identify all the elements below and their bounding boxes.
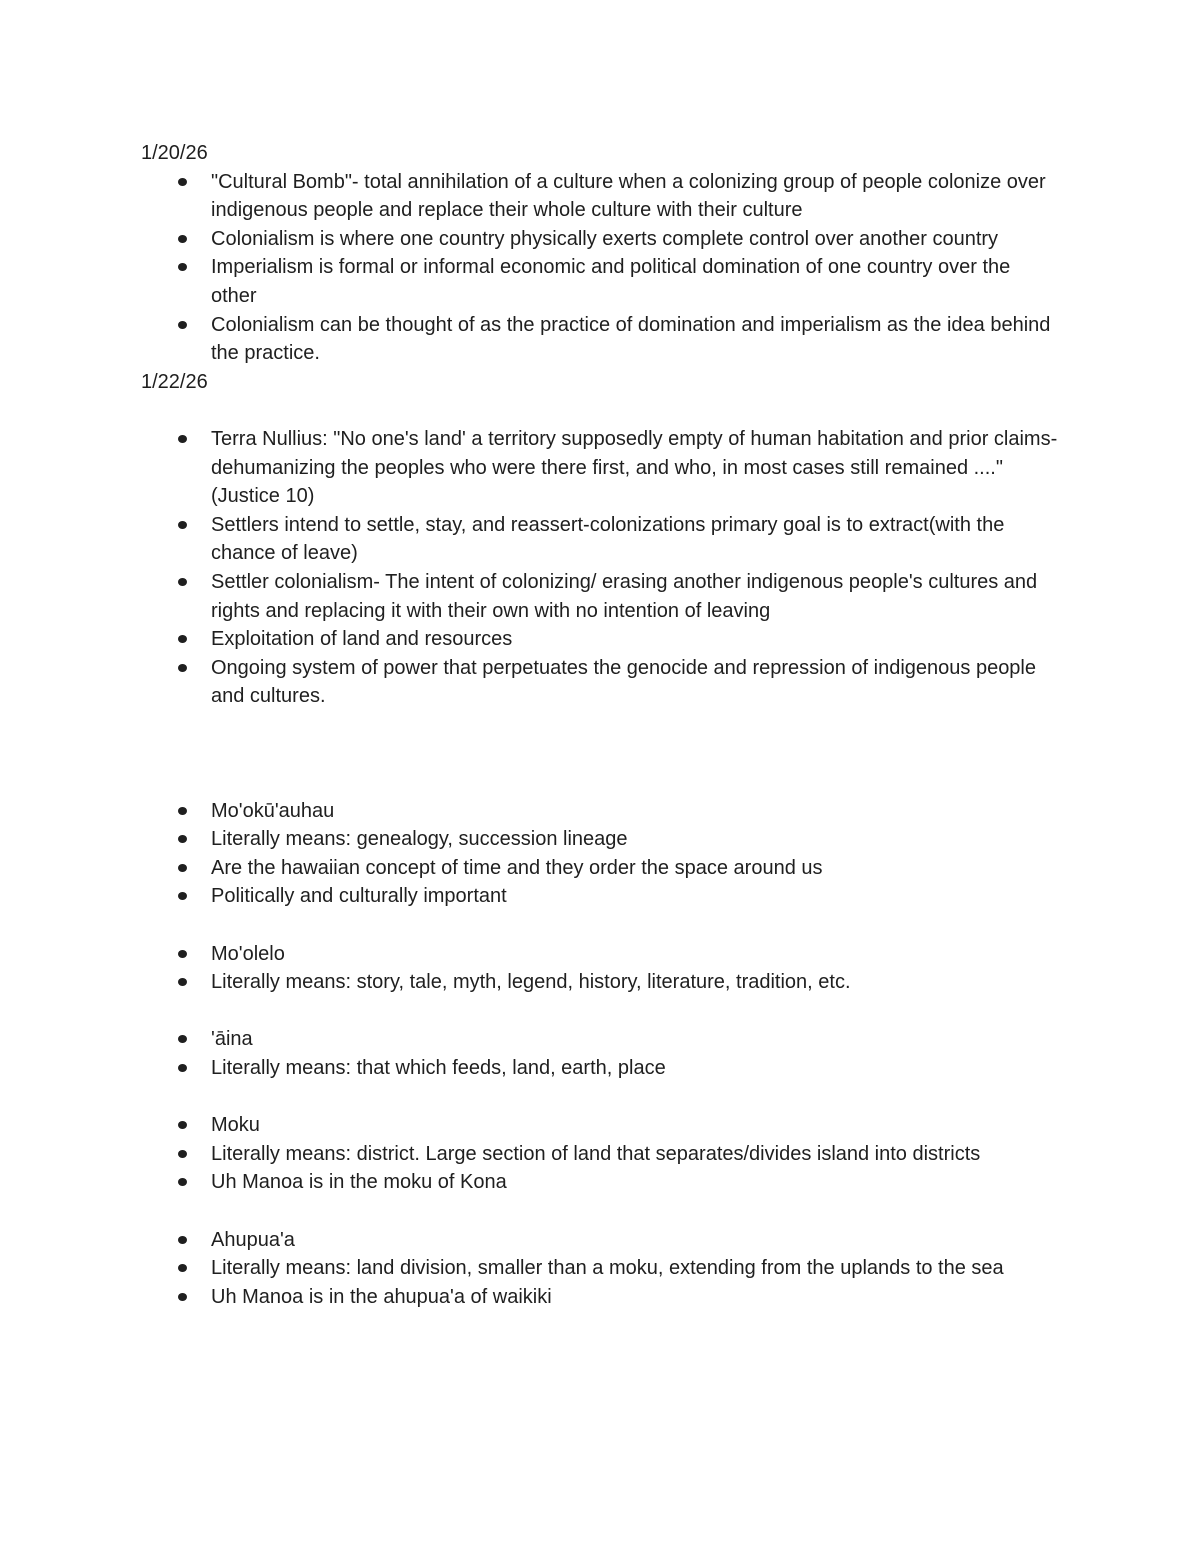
note-text: "Cultural Bomb"- total annihilation of a culture when a colonizing group of people colonize over indigenous people and replace their whole culture with their culture [211,170,1046,222]
term-list [141,797,1061,911]
note-text: Settlers intend to settle, stay, and reassert-colonizations primary goal is to extract(with the chance of leave) [211,513,1005,565]
bullet-icon [178,1264,187,1272]
term-name [141,940,1061,969]
note-text: Imperialism is formal or informal economic and political domination of one country over the other [211,256,1011,307]
date-heading: 1/22/26 [141,370,208,393]
term-name [141,1226,1061,1255]
list-item [141,425,1061,511]
blank-line [141,997,1061,1026]
bullet-icon [178,321,187,329]
bullet-icon [178,1236,187,1244]
blank-line [141,911,1061,940]
note-text: Terra Nullius: "No one's land' a territory supposedly empty of human habitation and prior claims- dehumanizing the peoples who were there first, and who, in most cases still remained ...."(Justice 10) [211,427,1058,508]
term-name [141,797,1061,826]
list-item [141,968,1061,997]
bullet-icon [178,864,187,872]
list-item [141,311,1061,368]
note-text: Colonialism is where one country physically exerts complete control over another country [211,227,999,250]
bullet-icon [178,835,187,843]
note-text: Ongoing system of power that perpetuates the genocide and repression of indigenous people and cultures. [211,656,1036,708]
list-item [141,654,1061,711]
note-text: Literally means: that which feeds, land, earth, place [211,1057,666,1080]
term-text: Mo'olelo [211,942,285,965]
list-item [141,825,1061,854]
notes-list [141,168,1061,368]
note-text: Literally means: story, tale, myth, legend, history, literature, tradition, etc. [211,971,851,994]
bullet-icon [178,664,187,672]
note-text: Literally means: district. Large section of land that separates/divides island into districts [211,1142,981,1165]
bullet-icon [178,635,187,643]
bullet-icon [178,1150,187,1158]
list-item [141,1168,1061,1197]
bullet-icon [178,235,187,243]
list-item [141,1283,1061,1312]
bullet-icon [178,1121,187,1129]
list-item [141,253,1061,310]
date-heading: 1/20/26 [141,142,208,164]
bullet-icon [178,978,187,986]
list-item [141,625,1061,654]
bullet-icon [178,892,187,900]
blank-line [141,1197,1061,1226]
term-text: Ahupua'a [211,1228,295,1251]
term-list [141,1226,1061,1312]
bullet-icon [178,178,187,186]
bullet-icon [178,578,187,586]
note-text: Literally means: land division, smaller than a moku, extending from the uplands to the sea [211,1257,1004,1280]
blank-lines [141,711,1061,797]
note-text: Literally means: genealogy, succession lineage [211,828,628,851]
bullet-icon [178,807,187,815]
note-text: Uh Manoa is in the ahupua'a of waikiki [211,1285,552,1308]
bullet-icon [178,1064,187,1072]
bullet-icon [178,1178,187,1186]
term-name [141,1025,1061,1054]
note-text: Colonialism can be thought of as the practice of domination and imperialism as the idea behind the practice. [211,313,1051,365]
term-text: 'āina [211,1028,253,1051]
note-text: Exploitation of land and resources [211,628,513,651]
note-text: Settler colonialism- The intent of colonizing/ erasing another indigenous people's cultures and rights and replacing it with their own with no intention of leaving [211,570,1038,622]
list-item [141,882,1061,911]
term-text: Mo'okū'auhau [211,799,335,822]
bullet-icon [178,1293,187,1301]
list-item [141,225,1061,254]
note-text: Politically and culturally important [211,885,507,908]
list-item [141,1140,1061,1169]
note-text: Are the hawaiian concept of time and they order the space around us [211,856,823,879]
notes-list [141,425,1061,711]
bullet-icon [178,1035,187,1043]
note-text: Uh Manoa is in the moku of Kona [211,1171,507,1194]
list-item [141,511,1061,568]
list-item [141,1254,1061,1283]
term-list [141,1025,1061,1082]
term-text: Moku [211,1114,260,1137]
term-list [141,1111,1061,1197]
blank-line [141,1083,1061,1112]
list-item [141,568,1061,625]
bullet-icon [178,521,187,529]
list-item [141,854,1061,883]
document-body [141,139,1061,1311]
list-item [141,168,1061,225]
list-item [141,1054,1061,1083]
blank-line [141,396,1061,425]
bullet-icon [178,263,187,271]
term-name [141,1111,1061,1140]
term-list [141,940,1061,997]
bullet-icon [178,950,187,958]
bullet-icon [178,435,187,443]
